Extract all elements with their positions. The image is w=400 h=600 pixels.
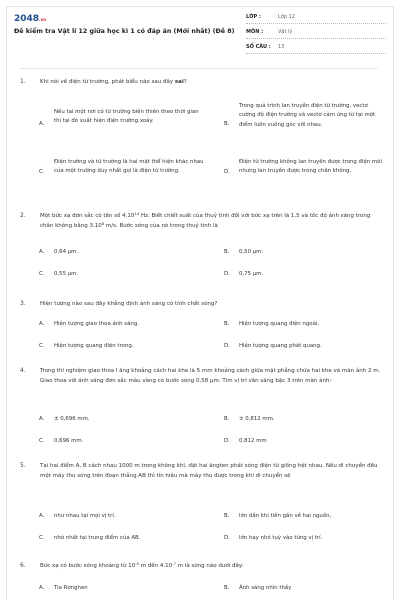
option-text: Điện từ trường không lan truyền được trong điện môi nhưng lan truyền được trong chân không. xyxy=(239,159,382,175)
question-number: 2. xyxy=(20,212,26,219)
question-number: 6. xyxy=(20,562,26,569)
option-text: lớn dần khi tiến gần về hai nguồn, xyxy=(239,513,332,519)
option-d[interactable] xyxy=(224,270,384,282)
option-b[interactable] xyxy=(224,102,384,150)
option-letter: A. xyxy=(39,585,45,591)
option-a[interactable] xyxy=(39,248,209,260)
option-b[interactable] xyxy=(224,320,384,332)
option-d[interactable] xyxy=(224,534,384,546)
question-text-part: Khi nói về điện từ trường, phát biểu nào sau đây xyxy=(40,79,175,85)
question-text xyxy=(40,78,382,88)
option-b[interactable] xyxy=(224,248,384,260)
option-c[interactable] xyxy=(39,270,209,282)
option-text: 0,64 μm. xyxy=(54,249,79,255)
option-a[interactable] xyxy=(39,320,209,332)
meta-count xyxy=(246,42,386,54)
option-letter: B. xyxy=(224,585,230,591)
question-text: Hiện tượng nào sau đây khẳng định ánh sáng có tính chất sóng? xyxy=(40,301,218,307)
option-text: Trong quá trình lan truyền điện từ trường, vectơ cường độ điện trường và vectơ cảm ứng từ tại một điểm luôn vuông góc với nhau. xyxy=(239,103,376,128)
divider xyxy=(20,68,378,69)
question-5 xyxy=(14,462,386,552)
option-letter: C. xyxy=(39,169,45,175)
question-text-part: ? xyxy=(183,79,187,85)
question-text-part: m là sóng nào dưới đây: xyxy=(175,563,244,569)
option-letter: C. xyxy=(39,343,45,349)
question-text-part: m/s. Bước sóng của nó trong thuỷ tinh là xyxy=(104,222,218,229)
option-letter: D. xyxy=(224,271,230,277)
question-superscript: -9 xyxy=(135,561,139,566)
question-4 xyxy=(14,367,386,457)
exam-title: Đề kiểm tra Vật lí 12 giữa học kì 1 có đáp án (Mới nhất) (Đề 8) xyxy=(14,28,235,35)
option-c[interactable] xyxy=(39,342,209,354)
option-b[interactable] xyxy=(224,584,384,596)
option-letter: A. xyxy=(39,249,45,255)
option-text: Ánh sáng nhìn thấy xyxy=(239,585,292,591)
question-text-part: Bức xạ có bước sóng khoảng từ 10 xyxy=(40,563,136,569)
meta-class xyxy=(246,12,386,24)
option-letter: B. xyxy=(224,249,230,255)
option-letter: C. xyxy=(39,271,45,277)
option-text: như nhau tại mọi vị trí. xyxy=(54,513,116,519)
option-text: ± 0,812 mm. xyxy=(239,416,275,422)
option-d[interactable] xyxy=(224,158,384,190)
question-1 xyxy=(14,78,386,208)
question-superscript: 14 xyxy=(134,211,140,216)
option-text: 0,55 μm. xyxy=(54,271,79,277)
question-number: 4. xyxy=(20,367,26,374)
meta-subject xyxy=(246,27,386,39)
option-text: Tia Rơnghen xyxy=(54,585,88,591)
option-text: Hiện tượng giao thoa ánh sáng. xyxy=(54,321,139,327)
class-label: LỚP : xyxy=(246,14,261,20)
option-text: Nếu tại một nơi có từ trường biến thiên theo thời gian thì tại đó xuất hiện điện trường xoáy. xyxy=(54,109,199,125)
option-c[interactable] xyxy=(39,534,209,546)
question-6 xyxy=(14,562,386,598)
question-superscript: 8 xyxy=(101,220,105,226)
class-value: Lớp 12 xyxy=(278,14,295,20)
option-d[interactable] xyxy=(224,342,384,354)
question-superscript: -7 xyxy=(172,561,176,566)
option-letter: A. xyxy=(39,321,45,327)
option-a[interactable] xyxy=(39,415,209,427)
option-letter: A. xyxy=(39,416,45,422)
option-letter: A. xyxy=(39,121,45,127)
question-number: 3. xyxy=(20,300,26,307)
option-text: Hiện tượng quang phát quang. xyxy=(239,343,322,349)
option-text: Hiện tượng quang điện trong. xyxy=(54,343,134,349)
logo-main: 2048 xyxy=(14,14,40,24)
question-text-part: Hz. Biết chiết suất của thuỷ tinh đối với bức xạ trên là 1,5 và tốc độ ánh sáng trong chân không bằng 3.10 xyxy=(40,213,371,229)
option-text: 0,812 mm xyxy=(239,438,267,444)
option-letter: D. xyxy=(224,438,230,444)
option-text: 0,75 μm. xyxy=(239,271,264,277)
site-logo[interactable] xyxy=(14,13,46,25)
option-text: lớn hay nhỏ tuỳ vào từng vị trí. xyxy=(239,535,323,541)
option-text: 0,50 μm. xyxy=(239,249,264,255)
option-c[interactable] xyxy=(39,158,214,190)
option-text: 0,696 mm. xyxy=(54,438,84,444)
option-letter: B. xyxy=(224,513,230,519)
question-text-part: Một bức xạ đơn sắc có tần số 4.10 xyxy=(40,213,135,219)
question-text xyxy=(40,212,382,231)
option-text: nhỏ nhất tại trung điểm của AB. xyxy=(54,535,141,541)
question-number: 5. xyxy=(20,462,26,469)
option-text: Điện trường và từ trường là hai mặt thể hiện khác nhau của một trường duy nhất gọi là điện từ trường. xyxy=(54,159,204,175)
option-letter: D. xyxy=(224,535,230,541)
logo-suffix: .vn xyxy=(39,17,47,22)
subject-value: Vật lý xyxy=(278,29,293,35)
question-text xyxy=(40,562,382,572)
option-a[interactable] xyxy=(39,108,214,148)
option-text: Hiện tượng quang điện ngoài. xyxy=(239,321,320,327)
question-3 xyxy=(14,300,386,355)
option-letter: C. xyxy=(39,535,45,541)
count-label: SỐ CÂU : xyxy=(246,44,271,50)
option-a[interactable] xyxy=(39,512,209,524)
option-c[interactable] xyxy=(39,437,209,449)
question-text-part: m đến 4.10 xyxy=(138,563,173,569)
subject-label: MÔN : xyxy=(246,29,264,35)
option-letter: B. xyxy=(224,321,230,327)
option-text: ± 0,696 mm. xyxy=(54,416,90,422)
option-b[interactable] xyxy=(224,512,384,524)
count-value: 13 xyxy=(278,44,285,50)
question-2 xyxy=(14,212,386,282)
option-letter: A. xyxy=(39,513,45,519)
option-letter: B. xyxy=(224,416,230,422)
option-b[interactable] xyxy=(224,415,384,427)
question-text-emphasis: sai xyxy=(174,79,184,85)
option-letter: B. xyxy=(224,121,230,127)
option-letter: D. xyxy=(224,169,230,175)
question-number: 1. xyxy=(20,78,26,85)
option-d[interactable] xyxy=(224,437,384,449)
question-text: Trong thí nghiệm giao thoa I âng khoảng cách hai khe là 5 mm khoảng cách giữa mặt phẳng chứa hai khe và màn ảnh 2 m. Giao thoa với ánh sáng đơn sắc màu vàng có bước sóng 0,58 μm. Tìm vị trí vân sáng bậc 3 trên màn ảnh: xyxy=(40,368,381,384)
option-letter: C. xyxy=(39,438,45,444)
question-text: Tại hai điểm A, B cách nhau 1000 m trong không khí, đặt hai ăngten phát sóng điện từ giống hệt nhau. Nếu di chuyển đều một máy thu sóng trên đoạn thẳng AB thì tín hiệu mà máy thu được trong khi di chuyển sẽ xyxy=(40,463,378,479)
option-a[interactable] xyxy=(39,584,209,596)
option-letter: D. xyxy=(224,343,230,349)
worksheet-header xyxy=(14,12,386,62)
